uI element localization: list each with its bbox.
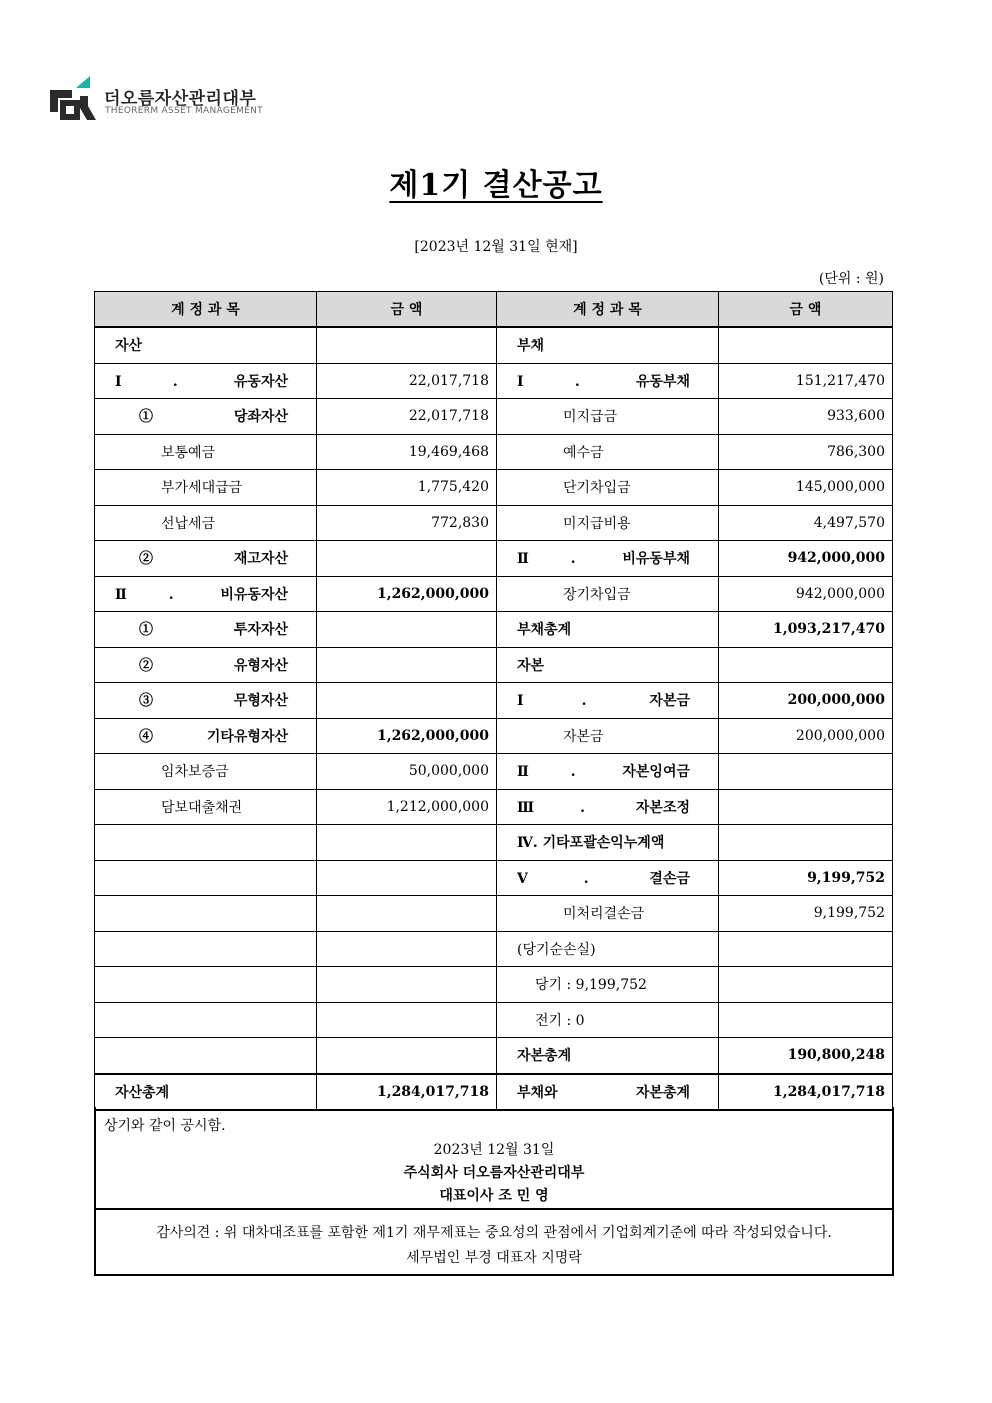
account-cell: 예수금 [497,434,719,470]
total-assets-label: 자산총계 [95,1074,317,1111]
total-liabilities-equity-amount: 1,284,017,718 [719,1074,893,1111]
amount-cell [317,896,497,932]
table-row [95,718,893,754]
header-left-account: 계 정 과 목 [95,292,317,328]
total-liabilities-equity-label: 부채와 자본총계 [497,1074,719,1111]
account-cell: 당기 : 9,199,752 [497,967,719,1003]
amount-cell [719,825,893,861]
amount-cell: 1,093,217,470 [719,612,893,648]
amount-cell: 4,497,570 [719,505,893,541]
announcement-section [96,1107,892,1210]
table-row [95,505,893,541]
audit-section [96,1210,892,1274]
account-cell: 미지급비용 [497,505,719,541]
account-cell [95,1002,317,1038]
account-cell: 부채총계 [497,612,719,648]
page-title: 제1기 결산공고 [389,168,603,203]
audit-firm: 세무법인 부경 대표자 지명락 [406,1250,582,1266]
amount-cell [317,931,497,967]
amount-cell: 151,217,470 [719,363,893,399]
announcement-note: 상기와 같이 공시함. [104,1118,226,1134]
amount-cell: 942,000,000 [719,576,893,612]
account-cell: ④ 기타유형자산 [95,718,317,754]
account-cell: Ⅱ. 자본잉여금 [497,754,719,790]
table-row [95,789,893,825]
as-of-date: [2023년 12월 31일 현재] [414,239,578,255]
audit-opinion: 감사의견 : 위 대차대조표를 포함한 제1기 재무제표는 중요성의 관점에서 기업회계기준에 따라 작성되었습니다. [156,1225,832,1241]
account-cell: ② 재고자산 [95,541,317,577]
account-cell: Ⅳ. 기타포괄손익누계액 [497,825,719,861]
company-logo [50,76,310,122]
amount-cell [719,789,893,825]
amount-cell [317,860,497,896]
table-row [95,612,893,648]
balance-sheet-table [94,291,893,1111]
table-row [95,931,893,967]
amount-cell: 1,262,000,000 [317,718,497,754]
account-cell: Ⅱ. 비유동부채 [497,541,719,577]
account-cell [95,825,317,861]
header-right-amount: 금 액 [719,292,893,328]
account-cell: ① 당좌자산 [95,399,317,435]
account-cell: Ⅰ. 유동부채 [497,363,719,399]
account-cell [95,931,317,967]
account-cell: Ⅲ. 자본조정 [497,789,719,825]
account-cell: 자본총계 [497,1038,719,1074]
amount-cell [719,327,893,363]
amount-cell [317,541,497,577]
amount-cell [317,647,497,683]
unit-label: (단위 : 원) [818,271,884,287]
table-row [95,541,893,577]
account-cell [95,860,317,896]
account-cell: (당기순손실) [497,931,719,967]
amount-cell [317,612,497,648]
account-cell: ② 유형자산 [95,647,317,683]
amount-cell: 200,000,000 [719,683,893,719]
account-cell: 부가세대급금 [95,470,317,506]
ceo-name: 대표이사 조 민 영 [439,1188,549,1204]
amount-cell [719,754,893,790]
amount-cell [719,647,893,683]
amount-cell [317,825,497,861]
totals-row [95,1074,893,1111]
amount-cell: 190,800,248 [719,1038,893,1074]
table-row [95,1038,893,1074]
account-cell: 미지급금 [497,399,719,435]
account-cell [95,896,317,932]
header-right-account: 계 정 과 목 [497,292,719,328]
amount-cell [317,1002,497,1038]
table-header [95,292,893,328]
logo-mark-icon [50,76,100,120]
announcement-date: 2023년 12월 31일 [433,1142,555,1158]
amount-cell: 942,000,000 [719,541,893,577]
table-row [95,399,893,435]
table-row [95,434,893,470]
amount-cell: 786,300 [719,434,893,470]
account-cell: Ⅱ. 비유동자산 [95,576,317,612]
amount-cell: 50,000,000 [317,754,497,790]
table-row [95,754,893,790]
table-row [95,860,893,896]
logo-name-korean: 더오름자산관리대부 [104,89,257,109]
total-assets-amount: 1,284,017,718 [317,1074,497,1111]
amount-cell: 145,000,000 [719,470,893,506]
table-row [95,576,893,612]
account-cell: 자본 [497,647,719,683]
amount-cell [317,967,497,1003]
amount-cell: 933,600 [719,399,893,435]
account-cell: Ⅴ. 결손금 [497,860,719,896]
account-cell: 미처리결손금 [497,896,719,932]
amount-cell: 1,775,420 [317,470,497,506]
amount-cell [719,931,893,967]
table-row [95,683,893,719]
amount-cell: 772,830 [317,505,497,541]
table-row [95,967,893,1003]
account-cell [95,967,317,1003]
account-cell: 전기 : 0 [497,1002,719,1038]
amount-cell [317,683,497,719]
amount-cell [719,1002,893,1038]
account-cell: Ⅰ. 유동자산 [95,363,317,399]
amount-cell [719,967,893,1003]
amount-cell: 1,212,000,000 [317,789,497,825]
table-row [95,825,893,861]
company-name: 주식회사 더오름자산관리대부 [403,1165,585,1181]
table-row [95,327,893,363]
table-row [95,470,893,506]
account-cell: 장기차입금 [497,576,719,612]
account-cell: 단기차입금 [497,470,719,506]
amount-cell: 22,017,718 [317,363,497,399]
amount-cell: 9,199,752 [719,896,893,932]
account-cell: 임차보증금 [95,754,317,790]
amount-cell: 22,017,718 [317,399,497,435]
header-left-amount: 금 액 [317,292,497,328]
logo-name-english: THEORERM ASSET MANAGEMENT [105,106,263,116]
table-row [95,647,893,683]
table-row [95,1002,893,1038]
amount-cell [317,1038,497,1074]
account-cell: 보통예금 [95,434,317,470]
account-cell: 자본금 [497,718,719,754]
table-row [95,896,893,932]
footer-box [94,1107,894,1276]
amount-cell: 19,469,468 [317,434,497,470]
account-cell: Ⅰ. 자본금 [497,683,719,719]
account-cell: 담보대출채권 [95,789,317,825]
table-row [95,363,893,399]
account-cell: 선납세금 [95,505,317,541]
amount-cell: 9,199,752 [719,860,893,896]
account-cell: ① 투자자산 [95,612,317,648]
amount-cell [317,327,497,363]
account-cell: 자산 [95,327,317,363]
account-cell [95,1038,317,1074]
amount-cell: 1,262,000,000 [317,576,497,612]
account-cell: 부채 [497,327,719,363]
account-cell: ③ 무형자산 [95,683,317,719]
amount-cell: 200,000,000 [719,718,893,754]
